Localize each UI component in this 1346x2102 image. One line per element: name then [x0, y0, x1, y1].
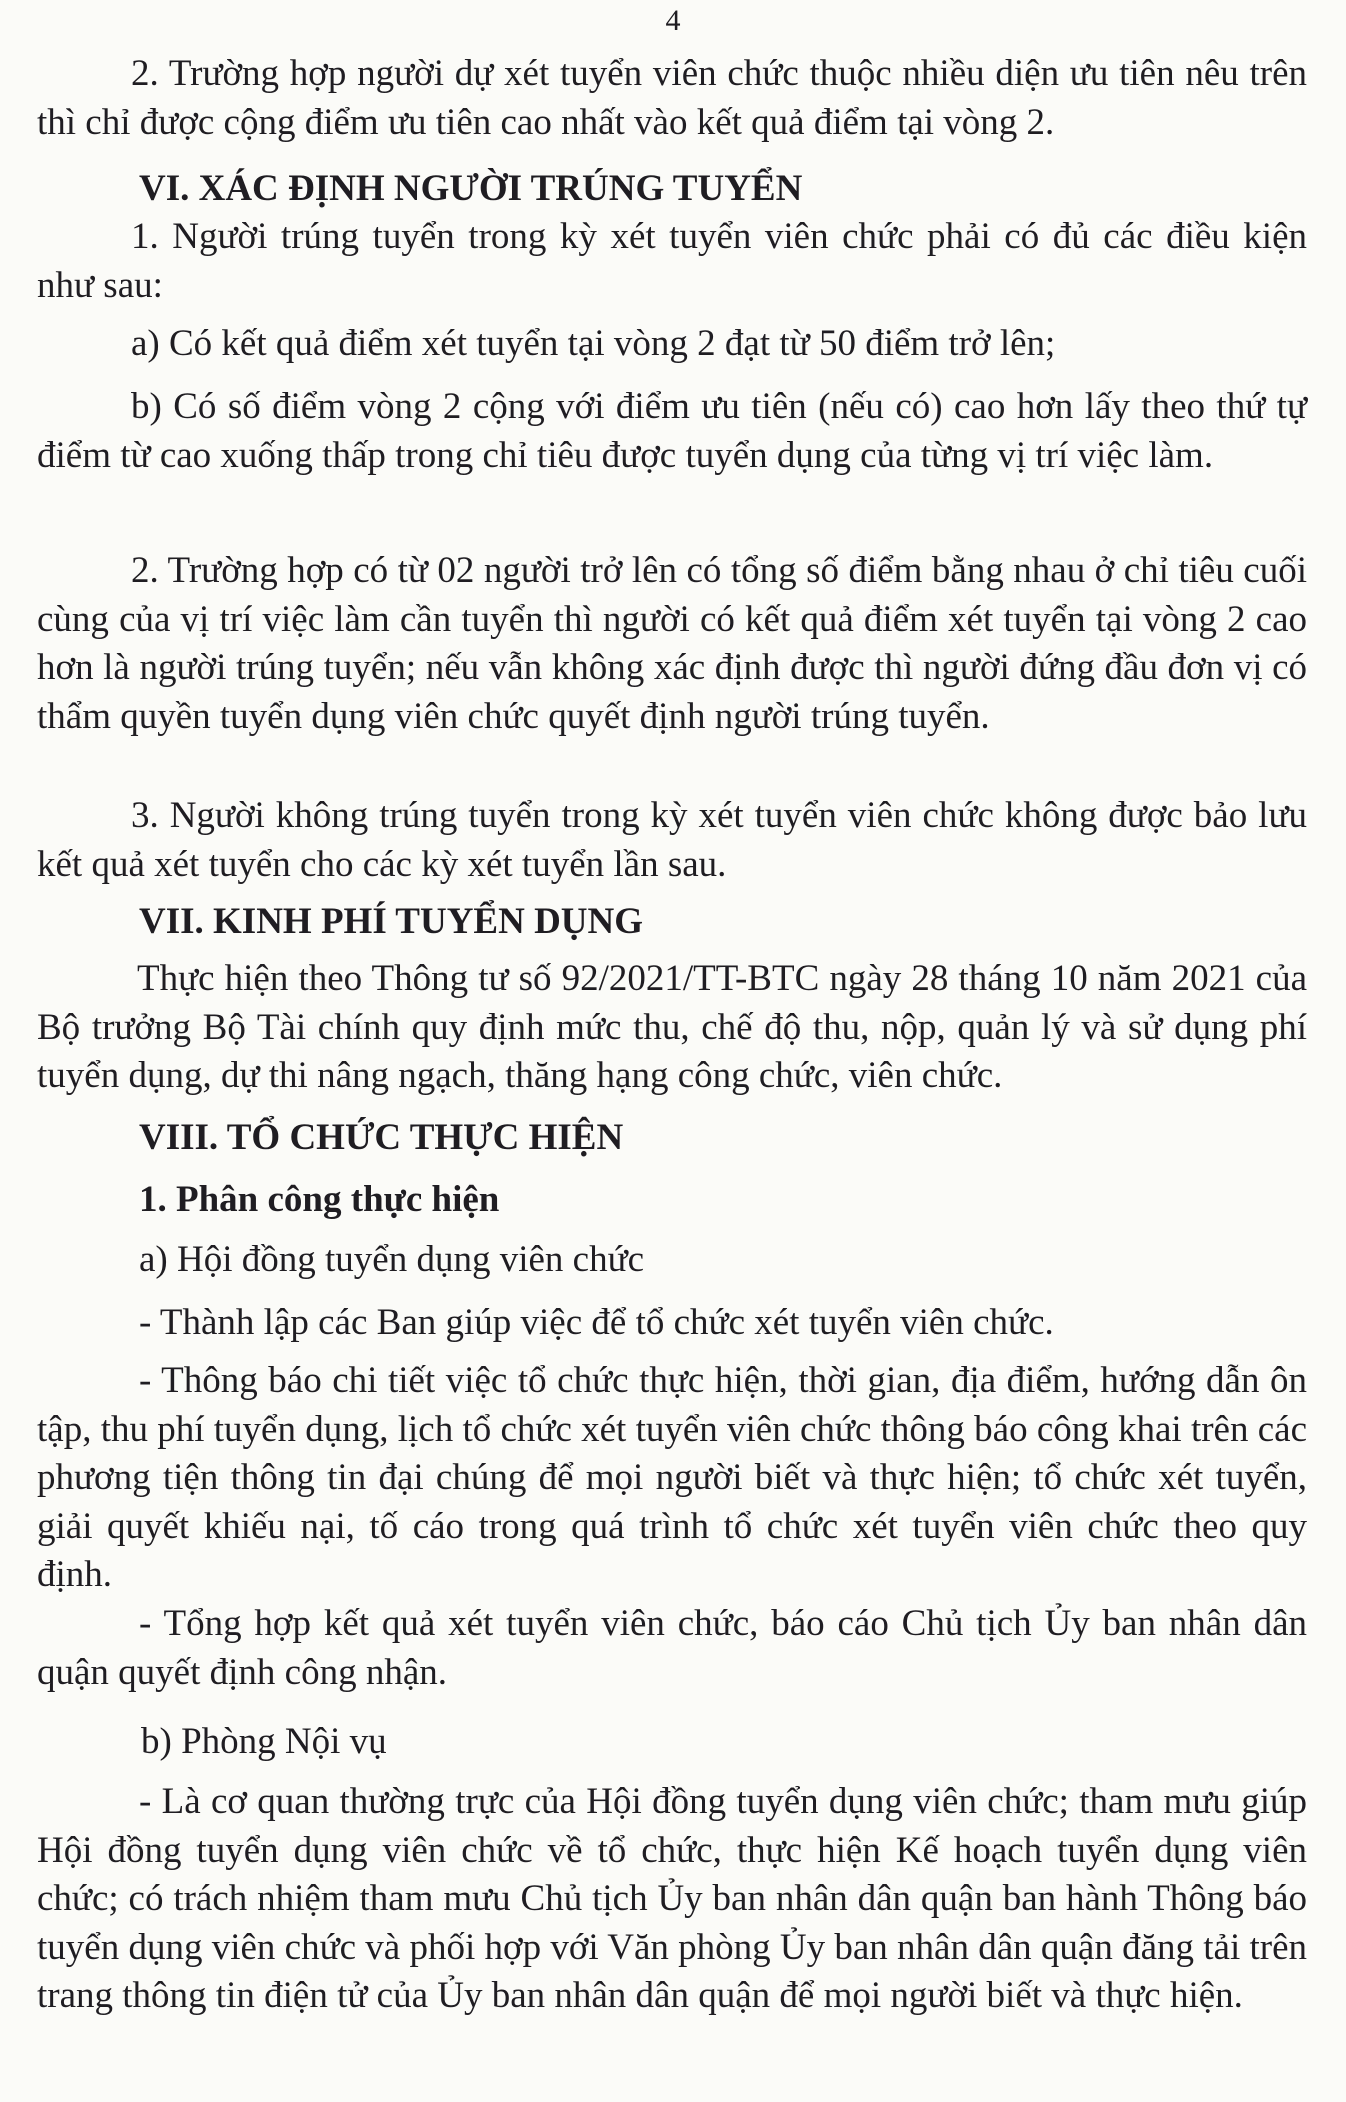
heading-section-vii: VII. KINH PHÍ TUYỂN DỤNG	[139, 901, 644, 942]
paragraph-viii-1b: b) Phòng Nội vụ	[141, 1721, 387, 1762]
paragraph-home-affairs-role: - Là cơ quan thường trực của Hội đồng tuyển dụng viên chức; tham mưu giúp Hội đồng tuyển dụng viên chức về tổ chức, thực hiện Kế hoạch tuyển dụng viên chức; có trách nhiệm tham mưu Chủ tịch Ủy ban nhân dân quận ban hành Thông báo tuyển dụng viên chức và phối hợp với Văn phòng Ủy ban nhân dân quận đăng tải trên trang thông tin điện tử của Ủy ban nhân dân quận để mọi người biết và thực hiện.	[37, 1781, 1307, 2016]
paragraph-vi-1b: b) Có số điểm vòng 2 cộng với điểm ưu tiên (nếu có) cao hơn lấy theo thứ tự điểm từ cao xuống thấp trong chỉ tiêu được tuyển dụng của từng vị trí việc làm.	[37, 386, 1307, 476]
paragraph-viii-1a: a) Hội đồng tuyển dụng viên chức	[139, 1239, 645, 1280]
subheading-assignment: 1. Phân công thực hiện	[139, 1179, 500, 1220]
paragraph-summarize-results: - Tổng hợp kết quả xét tuyển viên chức, báo cáo Chủ tịch Ủy ban nhân dân quận quyết định công nhận.	[37, 1603, 1307, 1693]
paragraph-announce-details: - Thông báo chi tiết việc tổ chức thực hiện, thời gian, địa điểm, hướng dẫn ôn tập, thu phí tuyển dụng, lịch tổ chức xét tuyển viên chức thông báo công khai trên các phương tiện thông tin đại chúng để mọi người biết và thực hiện; tổ chức xét tuyển, giải quyết khiếu nại, tố cáo trong quá trình tổ chức xét tuyển viên chức theo quy định.	[37, 1360, 1307, 1595]
paragraph-priority-rule: 2. Trường hợp người dự xét tuyển viên chức thuộc nhiều diện ưu tiên nêu trên thì chỉ được cộng điểm ưu tiên cao nhất vào kết quả điểm tại vòng 2.	[37, 53, 1307, 143]
paragraph-vi-3: 3. Người không trúng tuyển trong kỳ xét tuyển viên chức không được bảo lưu kết quả xét tuyển cho các kỳ xét tuyển lần sau.	[37, 795, 1307, 885]
paragraph-establish-boards: - Thành lập các Ban giúp việc để tổ chức xét tuyển viên chức.	[139, 1302, 1054, 1343]
paragraph-vii: Thực hiện theo Thông tư số 92/2021/TT-BTC ngày 28 tháng 10 năm 2021 của Bộ trưởng Bộ Tài chính quy định mức thu, chế độ thu, nộp, quản lý và sử dụng phí tuyển dụng, dự thi nâng ngạch, thăng hạng công chức, viên chức.	[37, 958, 1307, 1096]
heading-section-vi: VI. XÁC ĐỊNH NGƯỜI TRÚNG TUYỂN	[139, 168, 803, 209]
paragraph-vi-2: 2. Trường hợp có từ 02 người trở lên có tổng số điểm bằng nhau ở chỉ tiêu cuối cùng của vị trí việc làm cần tuyển thì người có kết quả điểm xét tuyển tại vòng 2 cao hơn là người trúng tuyển; nếu vẫn không xác định được thì người đứng đầu đơn vị có thẩm quyền tuyển dụng viên chức quyết định người trúng tuyển.	[37, 550, 1307, 737]
paragraph-vi-1: 1. Người trúng tuyển trong kỳ xét tuyển viên chức phải có đủ các điều kiện như sau:	[37, 216, 1307, 306]
page-number: 4	[665, 4, 681, 37]
paragraph-vi-1a: a) Có kết quả điểm xét tuyển tại vòng 2 đạt từ 50 điểm trở lên;	[131, 323, 1056, 364]
heading-section-viii: VIII. TỔ CHỨC THỰC HIỆN	[139, 1117, 624, 1158]
